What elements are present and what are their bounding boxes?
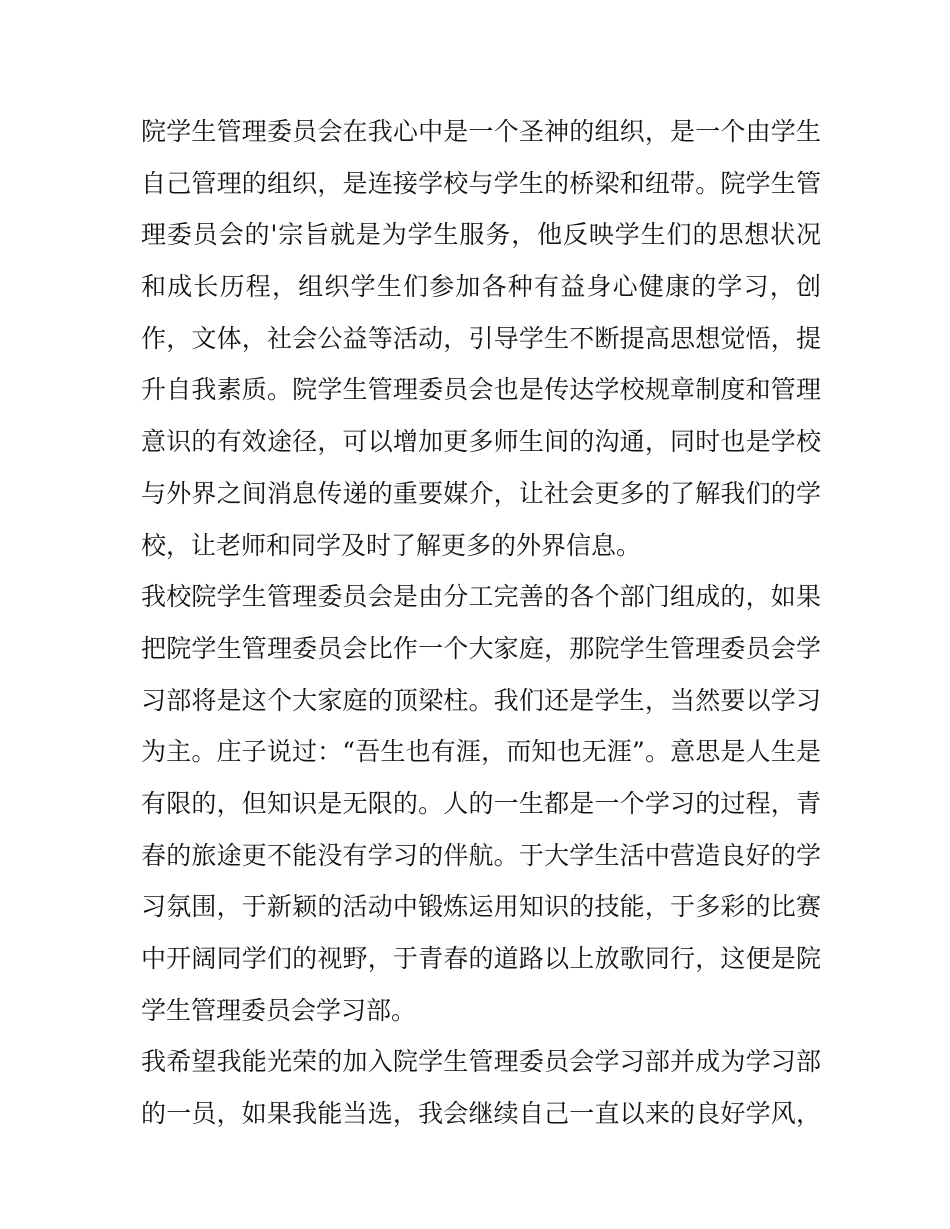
paragraph-line: 中开阔同学们的视野，于青春的道路以上放歌同行，这便是院 [141, 944, 821, 973]
paragraph-line: 为主。庄子说过：“吾生也有涯，而知也无涯”。意思是人生是 [141, 737, 821, 767]
paragraph-line: 和成长历程，组织学生们参加各种有益身心健康的学习，创 [141, 272, 821, 302]
paragraph-line: 学生管理委员会学习部。 [141, 995, 417, 1025]
paragraph-line: 把院学生管理委员会比作一个大家庭，那院学生管理委员会学 [141, 633, 821, 663]
paragraph-line: 理委员会的'宗旨就是为学生服务，他反映学生们的思想状况 [141, 220, 821, 250]
paragraph-line: 我校院学生管理委员会是由分工完善的各个部门组成的，如果 [141, 582, 821, 612]
paragraph-line: 院学生管理委员会在我心中是一个圣神的组织，是一个由学生 [141, 117, 821, 146]
paragraph-1 [141, 106, 821, 571]
paragraph-3 [141, 1036, 821, 1139]
paragraph-line: 习氛围，于新颖的活动中锻炼运用知识的技能，于多彩的比赛 [141, 892, 821, 922]
paragraph-line: 习部将是这个大家庭的顶梁柱。我们还是学生，当然要以学习 [141, 685, 821, 715]
paragraph-line: 春的旅途更不能没有学习的伴航。于大学生活中营造良好的学 [141, 840, 821, 870]
paragraph-line: 的一员，如果我能当选，我会继续自己一直以来的良好学风， [141, 1099, 821, 1129]
document-body [141, 106, 821, 1140]
paragraph-line: 有限的，但知识是无限的。人的一生都是一个学习的过程，青 [141, 788, 821, 818]
paragraph-line: 我希望我能光荣的加入院学生管理委员会学习部并成为学习部 [141, 1047, 821, 1077]
paragraph-2 [141, 571, 821, 1036]
paragraph-line: 作，文体，社会公益等活动，引导学生不断提高思想觉悟，提 [141, 323, 821, 353]
paragraph-line: 与外界之间消息传递的重要媒介，让社会更多的了解我们的学 [141, 478, 821, 508]
paragraph-line: 校，让老师和同学及时了解更多的外界信息。 [141, 530, 642, 560]
paragraph-line: 自己管理的组织，是连接学校与学生的桥梁和纽带。院学生管 [141, 168, 821, 198]
paragraph-line: 意识的有效途径，可以增加更多师生间的沟通，同时也是学校 [141, 427, 821, 457]
paragraph-line: 升自我素质。院学生管理委员会也是传达学校规章制度和管理 [141, 375, 821, 405]
